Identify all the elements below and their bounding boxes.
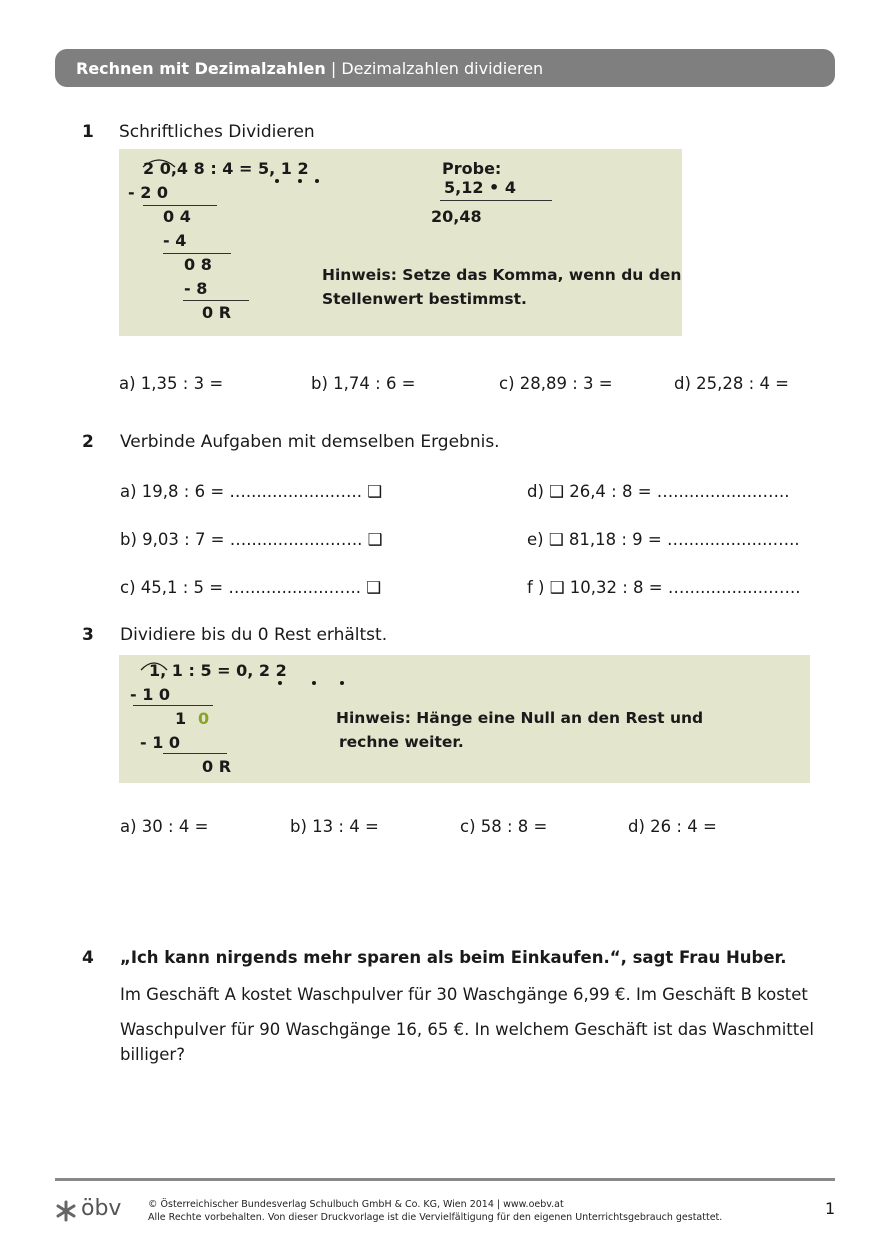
division-row-1: 1, 1 : 5 = 0, 2 2 bbox=[149, 661, 287, 680]
digit-dot bbox=[315, 179, 319, 183]
obv-logo-text: öbv bbox=[81, 1196, 122, 1221]
digit-dot bbox=[298, 179, 302, 183]
task3-exercise-b: b) 13 : 4 = bbox=[290, 817, 379, 836]
division-row-3-digit: 1 bbox=[175, 709, 187, 728]
task3-exercise-d: d) 26 : 4 = bbox=[628, 817, 717, 836]
division-row-2: - 1 0 bbox=[130, 685, 171, 704]
header-title: Rechnen mit Dezimalzahlen | Dezimalzahlen dividieren bbox=[76, 59, 544, 78]
task2-heading: Verbinde Aufgaben mit demselben Ergebnis. bbox=[120, 432, 500, 452]
task3-number: 3 bbox=[82, 625, 94, 645]
task3-hint-line-2: rechne weiter. bbox=[339, 733, 464, 751]
division-row-7: 0 R bbox=[202, 303, 232, 322]
task1-hint-line-1: Hinweis: Setze das Komma, wenn du den bbox=[322, 266, 682, 284]
division-row-6: - 8 bbox=[184, 279, 208, 298]
obv-logo-icon bbox=[55, 1200, 77, 1222]
probe-label: Probe: bbox=[442, 159, 502, 178]
task4-text-line-2: Waschpulver für 90 Waschgänge 16, 65 €. In welchem Geschäft ist das Waschmittel bbox=[120, 1020, 814, 1039]
page-number: 1 bbox=[825, 1199, 836, 1218]
digit-dot bbox=[340, 681, 344, 685]
task2-item-b[interactable]: b) 9,03 : 7 = ….................….. ❑ bbox=[120, 530, 383, 549]
division-rule bbox=[163, 753, 227, 754]
division-row-5: 0 8 bbox=[184, 255, 212, 274]
probe-rule bbox=[440, 200, 552, 201]
task1-exercise-d: d) 25,28 : 4 = bbox=[674, 374, 790, 393]
task2-item-e[interactable]: e) ❑ 81,18 : 9 = ….................….. bbox=[527, 530, 800, 549]
task4-heading: „Ich kann nirgends mehr sparen als beim Einkaufen.“, sagt Frau Huber. bbox=[120, 948, 787, 967]
task1-hint-line-2: Stellenwert bestimmst. bbox=[322, 290, 527, 308]
task3-hint-line-1: Hinweis: Hänge eine Null an den Rest und bbox=[336, 709, 704, 727]
task4-number: 4 bbox=[82, 948, 94, 968]
division-row-5: 0 R bbox=[202, 757, 232, 776]
header-bar bbox=[55, 49, 835, 87]
task2-item-c[interactable]: c) 45,1 : 5 = ….................….. ❑ bbox=[120, 578, 382, 597]
digit-dot bbox=[278, 681, 282, 685]
division-rule bbox=[133, 705, 213, 706]
digit-dot bbox=[275, 179, 279, 183]
task3-heading: Dividiere bis du 0 Rest erhältst. bbox=[120, 625, 388, 645]
division-row-3-added-zero: 0 bbox=[198, 709, 210, 728]
task1-number: 1 bbox=[82, 122, 94, 142]
task2-item-d[interactable]: d) ❑ 26,4 : 8 = ….................….. bbox=[527, 482, 790, 501]
probe-calc: 5,12 • 4 bbox=[444, 178, 516, 197]
task4-text-line-1: Im Geschäft A kostet Waschpulver für 30 Waschgänge 6,99 €. Im Geschäft B kostet bbox=[120, 985, 808, 1004]
task3-example-box bbox=[119, 655, 810, 783]
digit-dot bbox=[312, 681, 316, 685]
footer-copyright-2: Alle Rechte vorbehalten. Von dieser Druckvorlage ist die Vervielfältigung für den eigenen Unterrichtsgebrauch gestattet. bbox=[148, 1212, 723, 1223]
task1-example-box bbox=[119, 149, 682, 336]
division-rule bbox=[183, 300, 249, 301]
task3-exercise-a: a) 30 : 4 = bbox=[120, 817, 209, 836]
footer-divider bbox=[55, 1178, 835, 1181]
task3-exercise-c: c) 58 : 8 = bbox=[460, 817, 548, 836]
task1-exercise-b: b) 1,74 : 6 = bbox=[311, 374, 416, 393]
division-row-4: - 1 0 bbox=[140, 733, 181, 752]
task1-exercise-c: c) 28,89 : 3 = bbox=[499, 374, 613, 393]
division-row-4: - 4 bbox=[163, 231, 187, 250]
probe-result: 20,48 bbox=[431, 207, 482, 226]
task2-item-f[interactable]: f ) ❑ 10,32 : 8 = ….................….. bbox=[527, 578, 801, 597]
division-row-2: - 2 0 bbox=[128, 183, 169, 202]
task2-number: 2 bbox=[82, 432, 94, 452]
division-rule bbox=[143, 205, 217, 206]
task1-heading: Schriftliches Dividieren bbox=[119, 122, 315, 142]
division-row-1: 2 0,4 8 : 4 = 5, 1 2 bbox=[143, 159, 309, 178]
task4-text-line-3: billiger? bbox=[120, 1045, 185, 1064]
footer-copyright-1: © Österreichischer Bundesverlag Schulbuch GmbH & Co. KG, Wien 2014 | www.oebv.at bbox=[148, 1199, 564, 1210]
division-row-3: 0 4 bbox=[163, 207, 191, 226]
task1-exercise-a: a) 1,35 : 3 = bbox=[119, 374, 224, 393]
division-rule bbox=[163, 253, 231, 254]
task2-item-a[interactable]: a) 19,8 : 6 = ….................….. ❑ bbox=[120, 482, 383, 501]
